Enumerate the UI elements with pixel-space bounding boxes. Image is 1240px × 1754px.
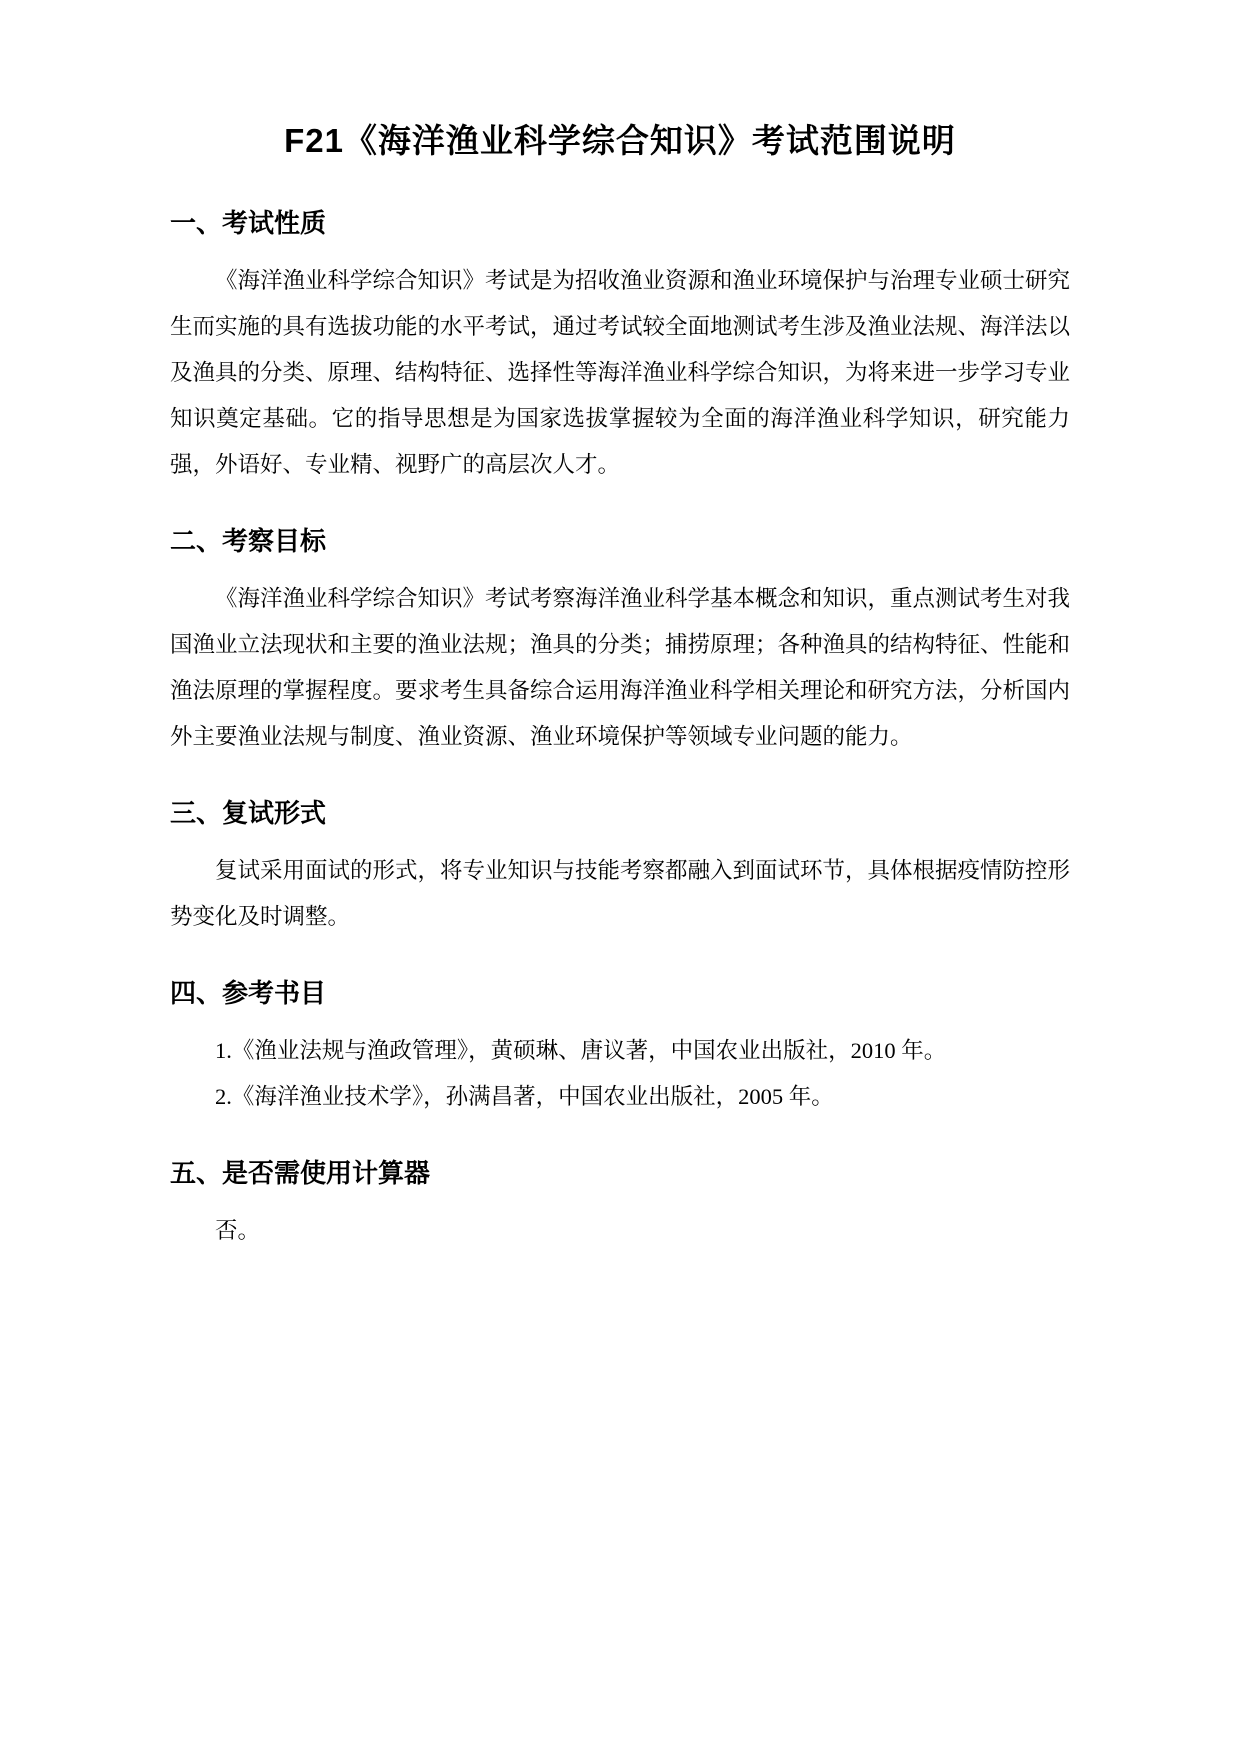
section-heading-calculator-needed: 五、是否需使用计算器 xyxy=(170,1158,431,1188)
section-heading-exam-nature: 一、考试性质 xyxy=(170,208,327,238)
section-reexam-format xyxy=(170,794,1070,940)
section-exam-objectives xyxy=(170,522,1070,760)
reference-book-item-2: 2.《海洋渔业技术学》，孙满昌著，中国农业出版社，2005 年。 xyxy=(215,1084,834,1109)
calculator-answer: 否。 xyxy=(215,1218,261,1243)
section-calculator-needed xyxy=(170,1154,1070,1254)
document-title: F21《海洋渔业科学综合知识》考试范围说明 xyxy=(284,122,956,159)
section-heading-reference-books: 四、参考书目 xyxy=(170,978,327,1008)
paragraph-exam-nature: 《海洋渔业科学综合知识》考试是为招收渔业资源和渔业环境保护与治理专业硕士研究生而实施的具有选拔功能的水平考试，通过考试较全面地测试考生涉及渔业法规、海洋法以及渔具的分类、原理、结构特征、选择性等海洋渔业科学综合知识，为将来进一步学习专业知识奠定基础。它的指导思想是为国家选拔掌握较为全面的海洋渔业科学知识，研究能力强，外语好、专业精、视野广的高层次人才。 xyxy=(170,268,1071,477)
section-heading-exam-objectives: 二、考察目标 xyxy=(170,526,327,556)
paragraph-exam-objectives: 《海洋渔业科学综合知识》考试考察海洋渔业科学基本概念和知识，重点测试考生对我国渔业立法现状和主要的渔业法规；渔具的分类；捕捞原理；各种渔具的结构特征、性能和渔法原理的掌握程度。要求考生具备综合运用海洋渔业科学相关理论和研究方法，分析国内外主要渔业法规与制度、渔业资源、渔业环境保护等领域专业问题的能力。 xyxy=(170,586,1071,749)
paragraph-reexam-format: 复试采用面试的形式，将专业知识与技能考察都融入到面试环节，具体根据疫情防控形势变化及时调整。 xyxy=(170,858,1071,929)
reference-book-item-1: 1.《渔业法规与渔政管理》，黄硕琳、唐议著，中国农业出版社，2010 年。 xyxy=(215,1038,947,1063)
section-exam-nature xyxy=(170,204,1070,488)
section-reference-books xyxy=(170,974,1070,1120)
section-heading-reexam-format: 三、复试形式 xyxy=(170,798,327,828)
